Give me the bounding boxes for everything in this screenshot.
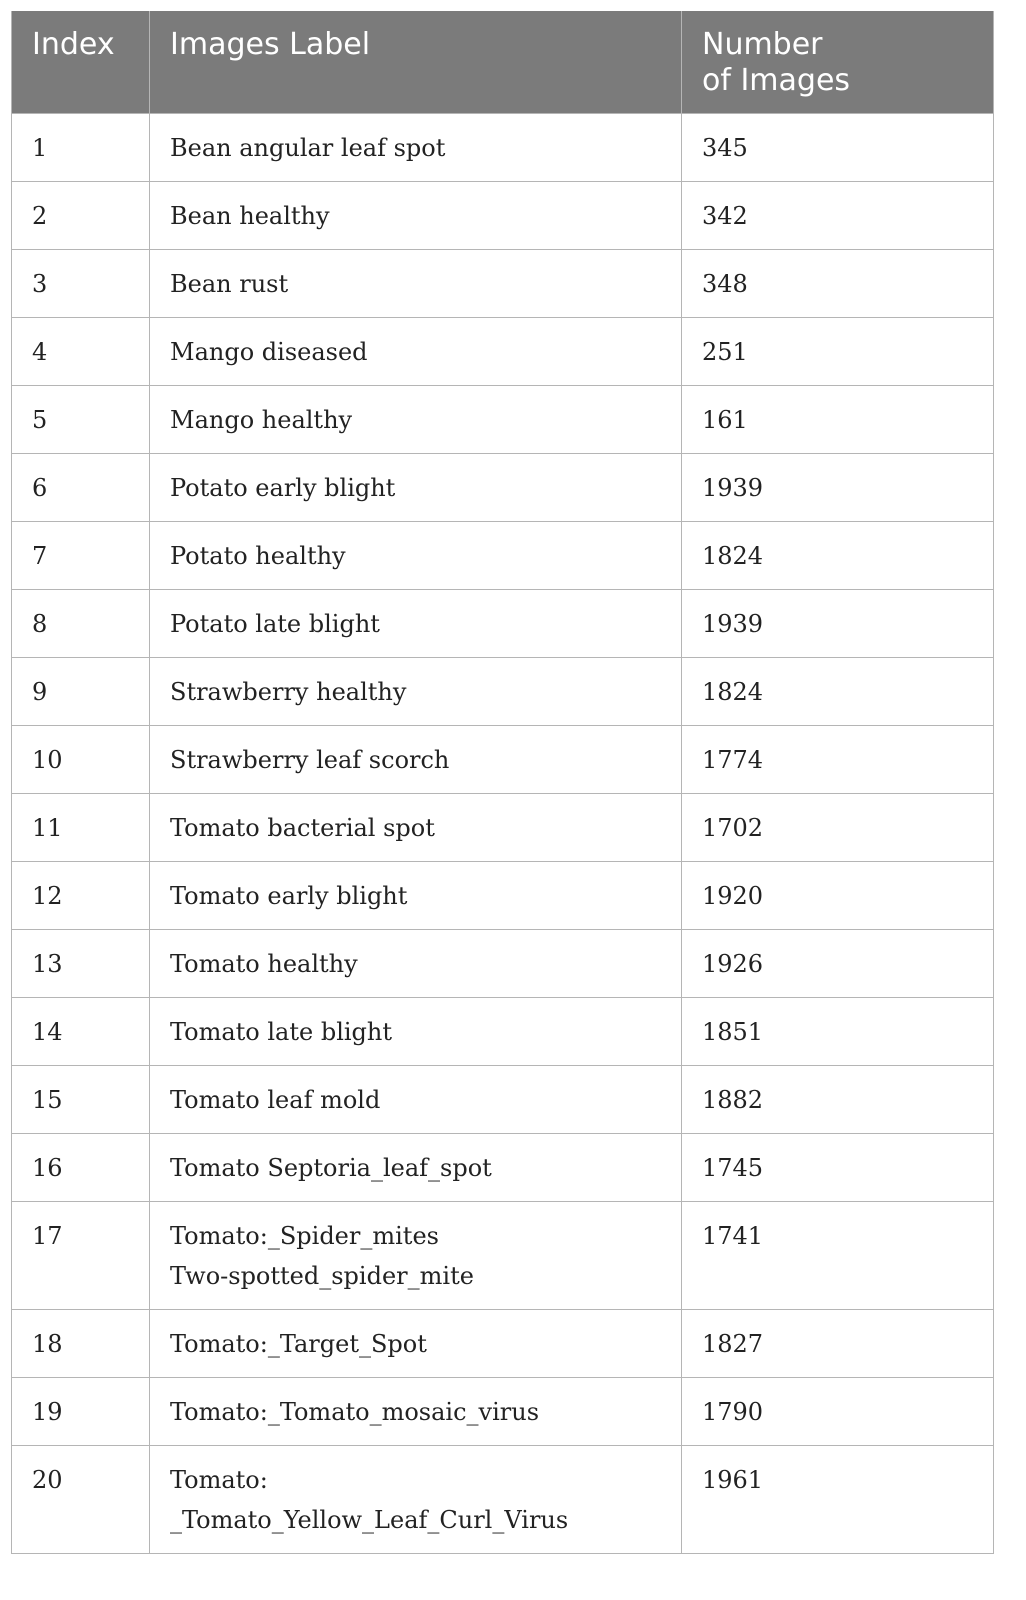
table-row — [12, 1446, 994, 1554]
table-row — [12, 182, 994, 250]
cell-index: 8 — [12, 590, 150, 658]
table-row — [12, 114, 994, 182]
cell-label-line2: Two-spotted_spider_mite — [170, 1262, 474, 1290]
cell-index: 16 — [12, 1134, 150, 1202]
cell-images-label: Mango diseased — [150, 318, 682, 386]
cell-number-of-images: 1824 — [682, 522, 994, 590]
image-dataset-table — [11, 11, 994, 1554]
cell-number-of-images: 1961 — [682, 1446, 994, 1554]
data-table-container — [11, 11, 993, 1554]
cell-label-line1: Tomato:_Spider_mites — [170, 1222, 439, 1250]
cell-number-of-images: 1851 — [682, 998, 994, 1066]
cell-number-of-images: 1939 — [682, 590, 994, 658]
cell-images-label: Potato late blight — [150, 590, 682, 658]
cell-index: 10 — [12, 726, 150, 794]
cell-number-of-images: 348 — [682, 250, 994, 318]
cell-label-line2: _Tomato_Yellow_Leaf_Curl_Virus — [170, 1506, 569, 1534]
cell-images-label: Strawberry leaf scorch — [150, 726, 682, 794]
table-row — [12, 318, 994, 386]
cell-number-of-images: 1827 — [682, 1310, 994, 1378]
header-images-label: Images Label — [150, 11, 682, 114]
cell-index: 18 — [12, 1310, 150, 1378]
cell-images-label: Potato healthy — [150, 522, 682, 590]
table-row — [12, 1378, 994, 1446]
cell-number-of-images: 342 — [682, 182, 994, 250]
cell-number-of-images: 1745 — [682, 1134, 994, 1202]
cell-images-label — [150, 1446, 682, 1554]
cell-number-of-images: 1702 — [682, 794, 994, 862]
header-number-line2: of Images — [702, 63, 851, 98]
cell-number-of-images: 1939 — [682, 454, 994, 522]
table-row — [12, 658, 994, 726]
cell-number-of-images: 1824 — [682, 658, 994, 726]
cell-images-label: Bean healthy — [150, 182, 682, 250]
cell-number-of-images: 251 — [682, 318, 994, 386]
table-row — [12, 1134, 994, 1202]
table-row — [12, 454, 994, 522]
table-row — [12, 1202, 994, 1310]
cell-index: 2 — [12, 182, 150, 250]
cell-index: 19 — [12, 1378, 150, 1446]
cell-index: 3 — [12, 250, 150, 318]
cell-index: 4 — [12, 318, 150, 386]
cell-images-label: Tomato:_Target_Spot — [150, 1310, 682, 1378]
cell-images-label — [150, 1202, 682, 1310]
table-body — [12, 114, 994, 1554]
cell-images-label: Tomato early blight — [150, 862, 682, 930]
table-row — [12, 794, 994, 862]
table-header — [12, 11, 994, 114]
cell-index: 6 — [12, 454, 150, 522]
table-row — [12, 522, 994, 590]
table-row — [12, 998, 994, 1066]
cell-index: 17 — [12, 1202, 150, 1310]
cell-images-label: Tomato late blight — [150, 998, 682, 1066]
cell-number-of-images: 1882 — [682, 1066, 994, 1134]
table-row — [12, 726, 994, 794]
cell-index: 14 — [12, 998, 150, 1066]
table-row — [12, 862, 994, 930]
cell-images-label: Potato early blight — [150, 454, 682, 522]
cell-index: 20 — [12, 1446, 150, 1554]
table-row — [12, 590, 994, 658]
cell-images-label: Bean angular leaf spot — [150, 114, 682, 182]
cell-number-of-images: 161 — [682, 386, 994, 454]
table-row — [12, 1066, 994, 1134]
cell-index: 15 — [12, 1066, 150, 1134]
cell-number-of-images: 1741 — [682, 1202, 994, 1310]
cell-index: 13 — [12, 930, 150, 998]
cell-label-line1: Tomato: — [170, 1466, 268, 1494]
cell-number-of-images: 1920 — [682, 862, 994, 930]
cell-number-of-images: 1926 — [682, 930, 994, 998]
cell-index: 11 — [12, 794, 150, 862]
header-row — [12, 11, 994, 114]
table-row — [12, 930, 994, 998]
cell-index: 12 — [12, 862, 150, 930]
cell-images-label: Tomato leaf mold — [150, 1066, 682, 1134]
cell-images-label: Mango healthy — [150, 386, 682, 454]
cell-images-label: Tomato bacterial spot — [150, 794, 682, 862]
header-index: Index — [12, 11, 150, 114]
cell-images-label: Bean rust — [150, 250, 682, 318]
cell-number-of-images: 1790 — [682, 1378, 994, 1446]
cell-images-label: Tomato:_Tomato_mosaic_virus — [150, 1378, 682, 1446]
cell-images-label: Tomato Septoria_leaf_spot — [150, 1134, 682, 1202]
table-row — [12, 1310, 994, 1378]
cell-index: 7 — [12, 522, 150, 590]
cell-number-of-images: 345 — [682, 114, 994, 182]
cell-index: 5 — [12, 386, 150, 454]
header-number-of-images — [682, 11, 994, 114]
cell-index: 1 — [12, 114, 150, 182]
cell-images-label: Strawberry healthy — [150, 658, 682, 726]
table-row — [12, 386, 994, 454]
header-number-line1: Number — [702, 27, 823, 62]
cell-index: 9 — [12, 658, 150, 726]
cell-images-label: Tomato healthy — [150, 930, 682, 998]
cell-number-of-images: 1774 — [682, 726, 994, 794]
table-row — [12, 250, 994, 318]
